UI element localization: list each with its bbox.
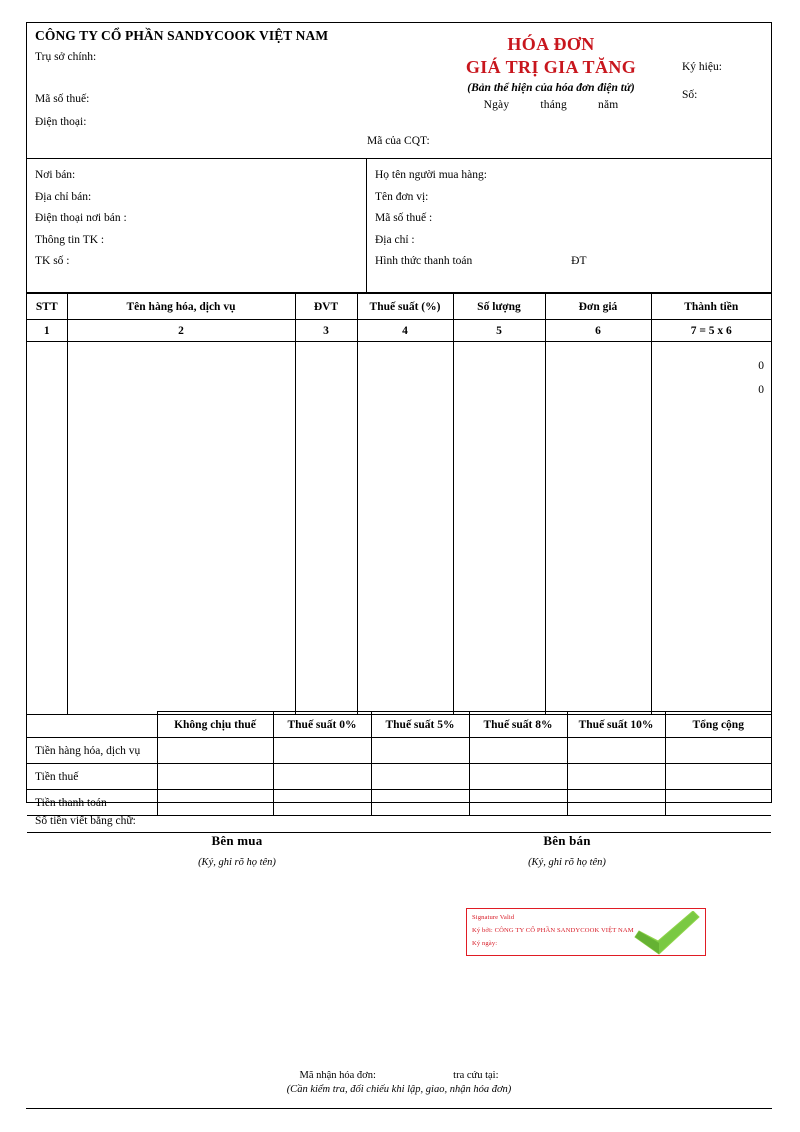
seller-signature-title: Bên bán xyxy=(543,833,591,848)
seller-bank-info-label: Thông tin TK : xyxy=(35,233,105,246)
date-month-label: tháng xyxy=(540,99,567,111)
invoice-frame xyxy=(26,22,772,868)
amount-values xyxy=(652,342,772,402)
col-number-3: 3 xyxy=(295,320,357,342)
tax-cell-goods-no-tax[interactable] xyxy=(157,738,273,764)
buyer-signature-note: (Ký, ghi rõ họ tên) xyxy=(198,857,276,868)
col-number-5: 5 xyxy=(453,320,545,342)
amount-value-2: 0 xyxy=(758,384,764,396)
col-number-2: 2 xyxy=(67,320,295,342)
seller-account-number-label: TK số : xyxy=(35,255,70,267)
date-year-label: năm xyxy=(598,99,619,111)
digital-signature-stamp xyxy=(466,908,706,956)
cell-description[interactable] xyxy=(67,342,295,715)
buyer-address-label: Địa chỉ : xyxy=(375,233,415,246)
col-number-1: 1 xyxy=(27,320,67,342)
amount-in-words-row[interactable] xyxy=(27,811,771,833)
cell-amount[interactable] xyxy=(651,342,771,715)
tax-col-total: Tổng cộng xyxy=(665,712,771,738)
tax-cell-goods-total[interactable] xyxy=(665,738,771,764)
invoice-header xyxy=(27,23,771,159)
tax-col-rate-5: Thuế suất 5% xyxy=(371,712,469,738)
parties-band xyxy=(27,159,771,293)
payment-method-row xyxy=(367,251,771,273)
footer-lookup-label: tra cứu tại: xyxy=(453,1070,499,1081)
tax-cell-tax-rate-0[interactable] xyxy=(273,764,371,790)
tax-cell-tax-rate-10[interactable] xyxy=(567,764,665,790)
col-header-description: Tên hàng hóa, dịch vụ xyxy=(67,294,295,320)
buyer-block xyxy=(367,159,771,292)
seller-signature-note: (Ký, ghi rõ họ tên) xyxy=(528,857,606,868)
company-name: CÔNG TY CỔ PHẦN SANDYCOOK VIỆT NAM xyxy=(35,28,329,43)
col-number-4: 4 xyxy=(357,320,453,342)
footer-note: (Cần kiểm tra, đối chiếu khi lập, giao, nhận hóa đơn) xyxy=(286,1084,512,1095)
tax-col-rate-0: Thuế suất 0% xyxy=(273,712,371,738)
signature-status-text: Signature Valid xyxy=(472,914,515,921)
tax-cell-tax-rate-8[interactable] xyxy=(469,764,567,790)
col-header-stt: STT xyxy=(27,294,67,320)
tax-cell-goods-rate-0[interactable] xyxy=(273,738,371,764)
items-table-header-row xyxy=(27,294,771,320)
buyer-name-label: Họ tên người mua hàng: xyxy=(375,169,487,181)
col-header-unit-price: Đơn giá xyxy=(545,294,651,320)
tax-col-rate-8: Thuế suất 8% xyxy=(469,712,567,738)
signature-date-text: Ký ngày: xyxy=(472,940,498,947)
seller-phone-label: Điện thoại nơi bán : xyxy=(35,212,127,224)
amount-in-words-label: Số tiền viết bằng chữ: xyxy=(35,815,136,827)
tax-cell-goods-rate-10[interactable] xyxy=(567,738,665,764)
tax-summary-corner xyxy=(27,712,157,738)
col-header-quantity: Số lượng xyxy=(453,294,545,320)
cell-tax-rate[interactable] xyxy=(357,342,453,715)
head-office-label: Trụ sở chính: xyxy=(35,51,97,63)
footer-invoice-code-label: Mã nhận hóa đơn: xyxy=(299,1070,376,1081)
invoice-number-label: Số: xyxy=(682,89,698,101)
table-row xyxy=(27,764,771,790)
seller-block xyxy=(27,159,367,292)
col-header-unit: ĐVT xyxy=(295,294,357,320)
col-number-6: 6 xyxy=(545,320,651,342)
footer-codes-row xyxy=(26,1070,772,1081)
cell-unit[interactable] xyxy=(295,342,357,715)
buyer-tax-code-label: Mã số thuế : xyxy=(375,212,433,224)
payment-method-label: Hình thức thanh toán xyxy=(375,255,473,267)
buyer-company-label: Tên đơn vị: xyxy=(375,190,429,203)
col-number-7: 7 = 5 x 6 xyxy=(651,320,771,342)
invoice-title-line2: GIÁ TRỊ GIA TĂNG xyxy=(465,57,637,77)
tax-cell-goods-rate-5[interactable] xyxy=(371,738,469,764)
tax-cell-tax-total[interactable] xyxy=(665,764,771,790)
tax-row-label-payment: Tiền thanh toán xyxy=(27,790,157,816)
cell-stt[interactable] xyxy=(27,342,67,715)
phone-label: Điện thoại: xyxy=(35,116,87,128)
tax-code-label: Mã số thuế: xyxy=(35,93,90,105)
seller-signature-block xyxy=(417,833,717,868)
tax-summary-header-row xyxy=(27,712,771,738)
items-table-number-row xyxy=(27,320,771,342)
col-header-amount: Thành tiền xyxy=(651,294,771,320)
seller-address-label: Địa chỉ bán: xyxy=(35,190,92,203)
tax-col-rate-10: Thuế suất 10% xyxy=(567,712,665,738)
invoice-subtitle: (Bản thể hiện của hóa đơn điện tử) xyxy=(467,82,635,94)
items-table xyxy=(27,293,771,715)
buyer-signature-title: Bên mua xyxy=(211,833,263,848)
tax-cell-goods-rate-8[interactable] xyxy=(469,738,567,764)
cqt-code-label: Mã của CQT: xyxy=(367,135,430,147)
invoice-title-line1: HÓA ĐƠN xyxy=(507,34,595,54)
signature-signed-by-text: Ký bởi: CÔNG TY CỔ PHẦN SANDYCOOK VIỆT NAM xyxy=(472,927,634,934)
cell-quantity[interactable] xyxy=(453,342,545,715)
tax-summary-table xyxy=(27,711,771,816)
payment-method-value: ĐT xyxy=(571,255,587,267)
invoice-date-row xyxy=(431,99,671,111)
tax-col-no-tax: Không chịu thuế xyxy=(157,712,273,738)
invoice-footer xyxy=(26,1070,772,1095)
green-check-icon xyxy=(633,911,701,955)
buyer-signature-block xyxy=(87,833,387,868)
table-row xyxy=(27,738,771,764)
date-day-label: Ngày xyxy=(483,99,510,111)
tax-cell-tax-no-tax[interactable] xyxy=(157,764,273,790)
col-header-tax-rate: Thuế suất (%) xyxy=(357,294,453,320)
invoice-title-block xyxy=(431,33,671,111)
amount-value-1: 0 xyxy=(758,360,764,372)
footer-divider xyxy=(26,1108,772,1109)
cell-unit-price[interactable] xyxy=(545,342,651,715)
seller-place-label: Nơi bán: xyxy=(35,169,76,181)
serial-label: Ký hiệu: xyxy=(682,61,722,73)
tax-row-label-tax: Tiền thuế xyxy=(27,764,157,790)
tax-row-label-goods: Tiền hàng hóa, dịch vụ xyxy=(27,738,157,764)
items-table-body-row xyxy=(27,342,771,715)
tax-cell-tax-rate-5[interactable] xyxy=(371,764,469,790)
